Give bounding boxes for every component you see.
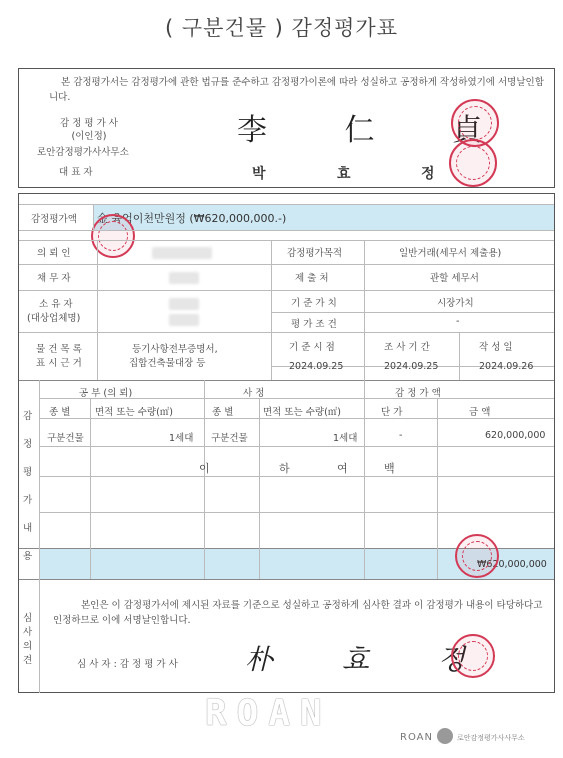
roan-watermark-logo: ROAN bbox=[205, 693, 332, 734]
representative-label: 대 표 자 bbox=[59, 167, 93, 178]
col-area-2: 면적 또는 수량(㎡) bbox=[263, 407, 342, 418]
docs-label-2: 표 시 근 거 bbox=[36, 358, 82, 369]
side-label-1: 감 bbox=[23, 411, 33, 422]
end-mark-2: 하 bbox=[279, 462, 290, 475]
col-type-2: 종 별 bbox=[212, 407, 234, 418]
row-type-2: 구분건물 bbox=[211, 433, 248, 444]
rep-name-3: 정 bbox=[421, 166, 435, 182]
owner-label: 소 유 자 bbox=[39, 299, 73, 310]
row-area-2: 1세대 bbox=[333, 433, 358, 444]
amount-label: 감정평가액 bbox=[31, 214, 77, 225]
review-side-4: 견 bbox=[23, 655, 33, 666]
row-area: 1세대 bbox=[169, 433, 194, 444]
declaration-box bbox=[18, 68, 555, 188]
page-title: ( 구분건물 ) 감정평가표 bbox=[165, 16, 398, 40]
made-value: 2024.09.26 bbox=[479, 361, 534, 372]
side-label-2: 정 bbox=[23, 439, 33, 450]
side-label-4: 가 bbox=[23, 495, 33, 506]
basis-time-label: 기 준 시 점 bbox=[289, 342, 335, 353]
basis-time-value: 2024.09.25 bbox=[289, 361, 344, 372]
group-actual: 사 정 bbox=[243, 388, 265, 399]
submit-value: 관할 세무서 bbox=[430, 273, 479, 284]
col-unit: 단 가 bbox=[381, 407, 403, 418]
footer-brand: ROAN bbox=[400, 732, 433, 743]
review-side-1: 심 bbox=[23, 613, 33, 624]
end-mark-3: 여 bbox=[337, 462, 348, 475]
side-label-5: 내 bbox=[23, 523, 33, 534]
survey-value: 2024.09.25 bbox=[384, 361, 439, 372]
appraiser-label: 감 정 평 가 사 bbox=[60, 118, 118, 129]
side-label-3: 평 bbox=[23, 467, 33, 478]
footer-firm: 로안감정평가사사무소 bbox=[457, 734, 525, 742]
owner-sublabel: (대상업체명) bbox=[27, 313, 81, 324]
col-type: 종 별 bbox=[49, 407, 71, 418]
intro-text: 본 감정평가서는 감정평가에 관한 법규를 준수하고 감정평가이론에 따라 성실하고 공정하게 작성하였기에 서명날인합니다. bbox=[49, 77, 544, 103]
reviewer-seal-icon bbox=[451, 634, 495, 678]
basis-value-label: 기 준 가 치 bbox=[291, 298, 337, 309]
docs-label: 물 건 목 록 bbox=[36, 344, 82, 355]
brand-circle-icon bbox=[437, 728, 453, 744]
review-text: 본인은 이 감정평가서에 제시된 자료를 기준으로 성실하고 공정하게 심사한 결과 이 감정평가 내용이 타당하다고 인정하므로 이에 서명날인합니다. bbox=[53, 600, 543, 626]
rep-name-1: 박 bbox=[252, 166, 266, 182]
rep-name-2: 효 bbox=[337, 166, 351, 182]
col-amount: 금 액 bbox=[469, 407, 491, 418]
total-amount: ₩620,000,000 bbox=[477, 559, 547, 570]
amount-value: 金 육억이천만원정 (₩620,000,000.-) bbox=[97, 212, 287, 225]
docs-value: 등기사항전부증명서, bbox=[132, 344, 218, 355]
end-mark-1: 이 bbox=[199, 462, 210, 475]
reviewer-label: 심 사 자 : 감 정 평 가 사 bbox=[77, 659, 178, 670]
group-value: 감 정 가 액 bbox=[395, 388, 441, 399]
review-side-3: 의 bbox=[23, 641, 33, 652]
firm-name: 로안감정평가사사무소 bbox=[37, 147, 129, 158]
made-label: 작 성 일 bbox=[479, 342, 513, 353]
total-seal-icon bbox=[455, 534, 499, 578]
appraisal-table bbox=[18, 193, 555, 693]
row-amount: 620,000,000 bbox=[485, 430, 546, 441]
row-type: 구분건물 bbox=[47, 433, 84, 444]
submit-label: 제 출 처 bbox=[295, 273, 329, 284]
appraiser-signature: 李 仁 貞 bbox=[237, 113, 517, 148]
side-label-6: 용 bbox=[23, 551, 33, 562]
review-side-2: 사 bbox=[23, 627, 33, 638]
purpose-label: 감정평가목적 bbox=[287, 248, 343, 259]
col-area: 면적 또는 수량(㎡) bbox=[95, 407, 174, 418]
docs-value-2: 집합건축물대장 등 bbox=[129, 358, 206, 369]
end-mark-4: 백 bbox=[384, 462, 395, 475]
group-public: 공 부 (의 뢰) bbox=[79, 388, 133, 399]
purpose-value: 일반거래(세무서 제출용) bbox=[399, 248, 502, 259]
debtor-label: 채 무 자 bbox=[37, 273, 71, 284]
representative-seal-icon bbox=[449, 139, 497, 187]
survey-label: 조 사 기 간 bbox=[384, 342, 430, 353]
appraiser-name: (이인정) bbox=[71, 131, 107, 142]
basis-value: 시장가치 bbox=[437, 298, 474, 309]
reviewer-signature: 朴 효 정 bbox=[245, 643, 495, 676]
client-label: 의 뢰 인 bbox=[37, 248, 71, 259]
condition-label: 평 가 조 건 bbox=[291, 319, 337, 330]
row-unit: - bbox=[399, 430, 403, 441]
condition-value: - bbox=[456, 316, 460, 327]
